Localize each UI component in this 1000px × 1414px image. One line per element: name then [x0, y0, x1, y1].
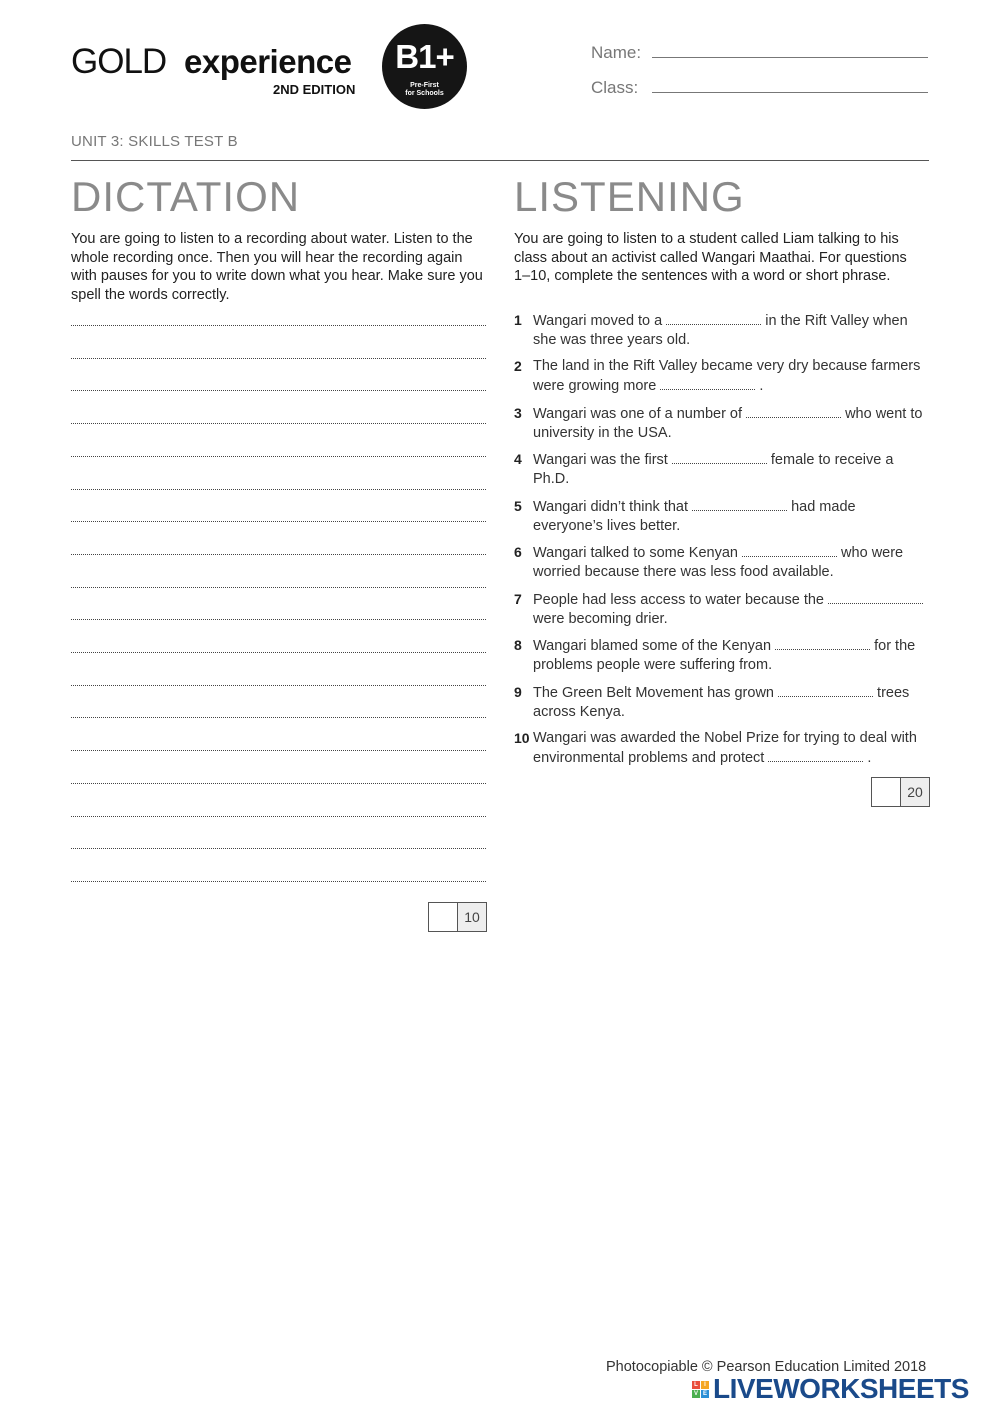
question-text-before: Wangari was awarded the Nobel Prize for trying to deal with environmental problems and protect: [533, 730, 917, 766]
question-text-before: Wangari talked to some Kenyan: [533, 545, 743, 561]
answer-blank-8[interactable]: [775, 636, 870, 650]
dictation-answer-line[interactable]: [71, 390, 486, 391]
answer-blank-10[interactable]: [768, 748, 863, 762]
question-text-before: Wangari blamed some of the Kenyan: [533, 638, 776, 654]
dictation-score-total: 10: [458, 903, 486, 931]
class-field[interactable]: [652, 92, 928, 93]
question-text-before: Wangari was the first: [533, 452, 672, 468]
dictation-answer-line[interactable]: [71, 652, 486, 653]
dictation-answer-line[interactable]: [71, 848, 486, 849]
listening-instructions: You are going to listen to a student called Liam talking to his class about an activist called Wangari Maathai. For questions 1–10, complete the sentences with a word or short phrase.: [514, 231, 907, 284]
copyright-text: Photocopiable © Pearson Education Limited 2018: [606, 1359, 927, 1375]
liveworksheets-blocks-icon: [692, 1381, 709, 1398]
question-number: 9: [514, 684, 522, 700]
dictation-answer-line[interactable]: [71, 881, 486, 882]
question-5: [514, 497, 929, 535]
question-text-after: who went to university in the USA.: [533, 406, 923, 441]
dictation-answer-line[interactable]: [71, 554, 486, 555]
listening-score-box: [871, 777, 930, 807]
liveworksheets-logo[interactable]: [692, 1375, 969, 1403]
dictation-answer-line[interactable]: [71, 619, 486, 620]
question-number: 5: [514, 498, 522, 514]
logo-letter-block: E: [702, 1390, 707, 1397]
dictation-answer-line[interactable]: [71, 816, 486, 817]
badge-sub-line1: Pre-First: [410, 82, 439, 89]
question-number: 10: [514, 730, 530, 746]
question-9: [514, 683, 929, 721]
dictation-answer-line[interactable]: [71, 489, 486, 490]
dictation-score-input[interactable]: [429, 903, 458, 931]
question-number: 4: [514, 451, 522, 467]
level-badge: [382, 24, 467, 109]
logo-letter-block: V: [693, 1390, 698, 1397]
logo-letter-block: L: [692, 1381, 700, 1389]
badge-subtitle: [382, 82, 467, 98]
class-label: Class:: [591, 78, 639, 97]
question-4: [514, 450, 929, 488]
question-3: [514, 404, 929, 442]
dictation-answer-line[interactable]: [71, 358, 486, 359]
question-text-after: in the Rift Valley when she was three years old.: [533, 313, 908, 348]
answer-blank-9[interactable]: [778, 683, 873, 697]
question-text-before: Wangari moved to a: [533, 313, 667, 329]
dictation-answer-line[interactable]: [71, 423, 486, 424]
logo-letter-block: I: [701, 1381, 709, 1389]
question-text-after: had made everyone’s lives better.: [533, 499, 856, 534]
dictation-title: DICTATION: [71, 173, 301, 220]
dictation-score-box: [428, 902, 487, 932]
question-number: 1: [514, 312, 522, 328]
question-6: [514, 543, 929, 581]
question-1: [514, 311, 929, 349]
dictation-answer-line[interactable]: [71, 456, 486, 457]
question-number: 6: [514, 544, 522, 560]
question-text-after: who were worried because there was less food available.: [533, 545, 904, 580]
question-text-after: .: [755, 377, 764, 394]
dictation-answer-line[interactable]: [71, 717, 486, 718]
question-number: 7: [514, 591, 522, 607]
question-number: 8: [514, 637, 522, 653]
question-text-after: trees across Kenya.: [533, 685, 910, 720]
dictation-answer-line[interactable]: [71, 521, 486, 522]
unit-label: UNIT 3: SKILLS TEST B: [71, 133, 238, 150]
dictation-answer-line[interactable]: [71, 325, 486, 326]
answer-blank-4[interactable]: [672, 450, 767, 464]
answer-blank-5[interactable]: [692, 497, 787, 511]
question-7: [514, 590, 929, 628]
question-text-after: for the problems people were suffering from.: [533, 638, 916, 673]
question-2: [514, 357, 929, 395]
question-text-before: People had less access to water because the: [533, 592, 829, 608]
logo-experience: experience: [184, 43, 352, 80]
header-divider: [71, 160, 929, 161]
answer-blank-1[interactable]: [666, 311, 761, 325]
question-text-after: female to receive a Ph.D.: [533, 452, 894, 487]
answer-blank-2[interactable]: [660, 376, 755, 390]
question-number: 3: [514, 405, 522, 421]
question-10: [514, 729, 929, 767]
listening-title: LISTENING: [514, 173, 745, 220]
answer-blank-6[interactable]: [742, 543, 837, 557]
answer-blank-3[interactable]: [746, 404, 841, 418]
question-text-after: were becoming drier.: [533, 610, 668, 627]
name-label: Name:: [591, 43, 642, 62]
dictation-answer-line[interactable]: [71, 783, 486, 784]
answer-blank-7[interactable]: [828, 590, 923, 604]
dictation-instructions: You are going to listen to a recording about water. Listen to the whole recording once. Then you will hear the recording again with pauses for you to write down what you hear. Make sure you spell the words correctly.: [71, 231, 483, 303]
liveworksheets-wordmark: LIVEWORKSHEETS: [713, 1373, 969, 1404]
badge-level: B1+: [395, 38, 454, 75]
question-text-after: .: [863, 749, 872, 766]
dictation-answer-line[interactable]: [71, 587, 486, 588]
badge-sub-line2: for Schools: [405, 90, 444, 97]
dictation-answer-line[interactable]: [71, 750, 486, 751]
name-field[interactable]: [652, 57, 928, 58]
listening-score-input[interactable]: [872, 778, 901, 806]
logo-gold: GOLD: [71, 42, 167, 81]
question-number: 2: [514, 358, 522, 374]
question-text-before: Wangari was one of a number of: [533, 406, 747, 422]
question-8: [514, 636, 929, 674]
dictation-answer-line[interactable]: [71, 685, 486, 686]
question-text-before: The land in the Rift Valley became very dry because farmers were growing more: [533, 358, 921, 394]
logo-edition: 2ND EDITION: [273, 82, 356, 97]
question-text-before: The Green Belt Movement has grown: [533, 685, 779, 701]
question-text-before: Wangari didn’t think that: [533, 499, 693, 515]
listening-score-total: 20: [901, 778, 929, 806]
